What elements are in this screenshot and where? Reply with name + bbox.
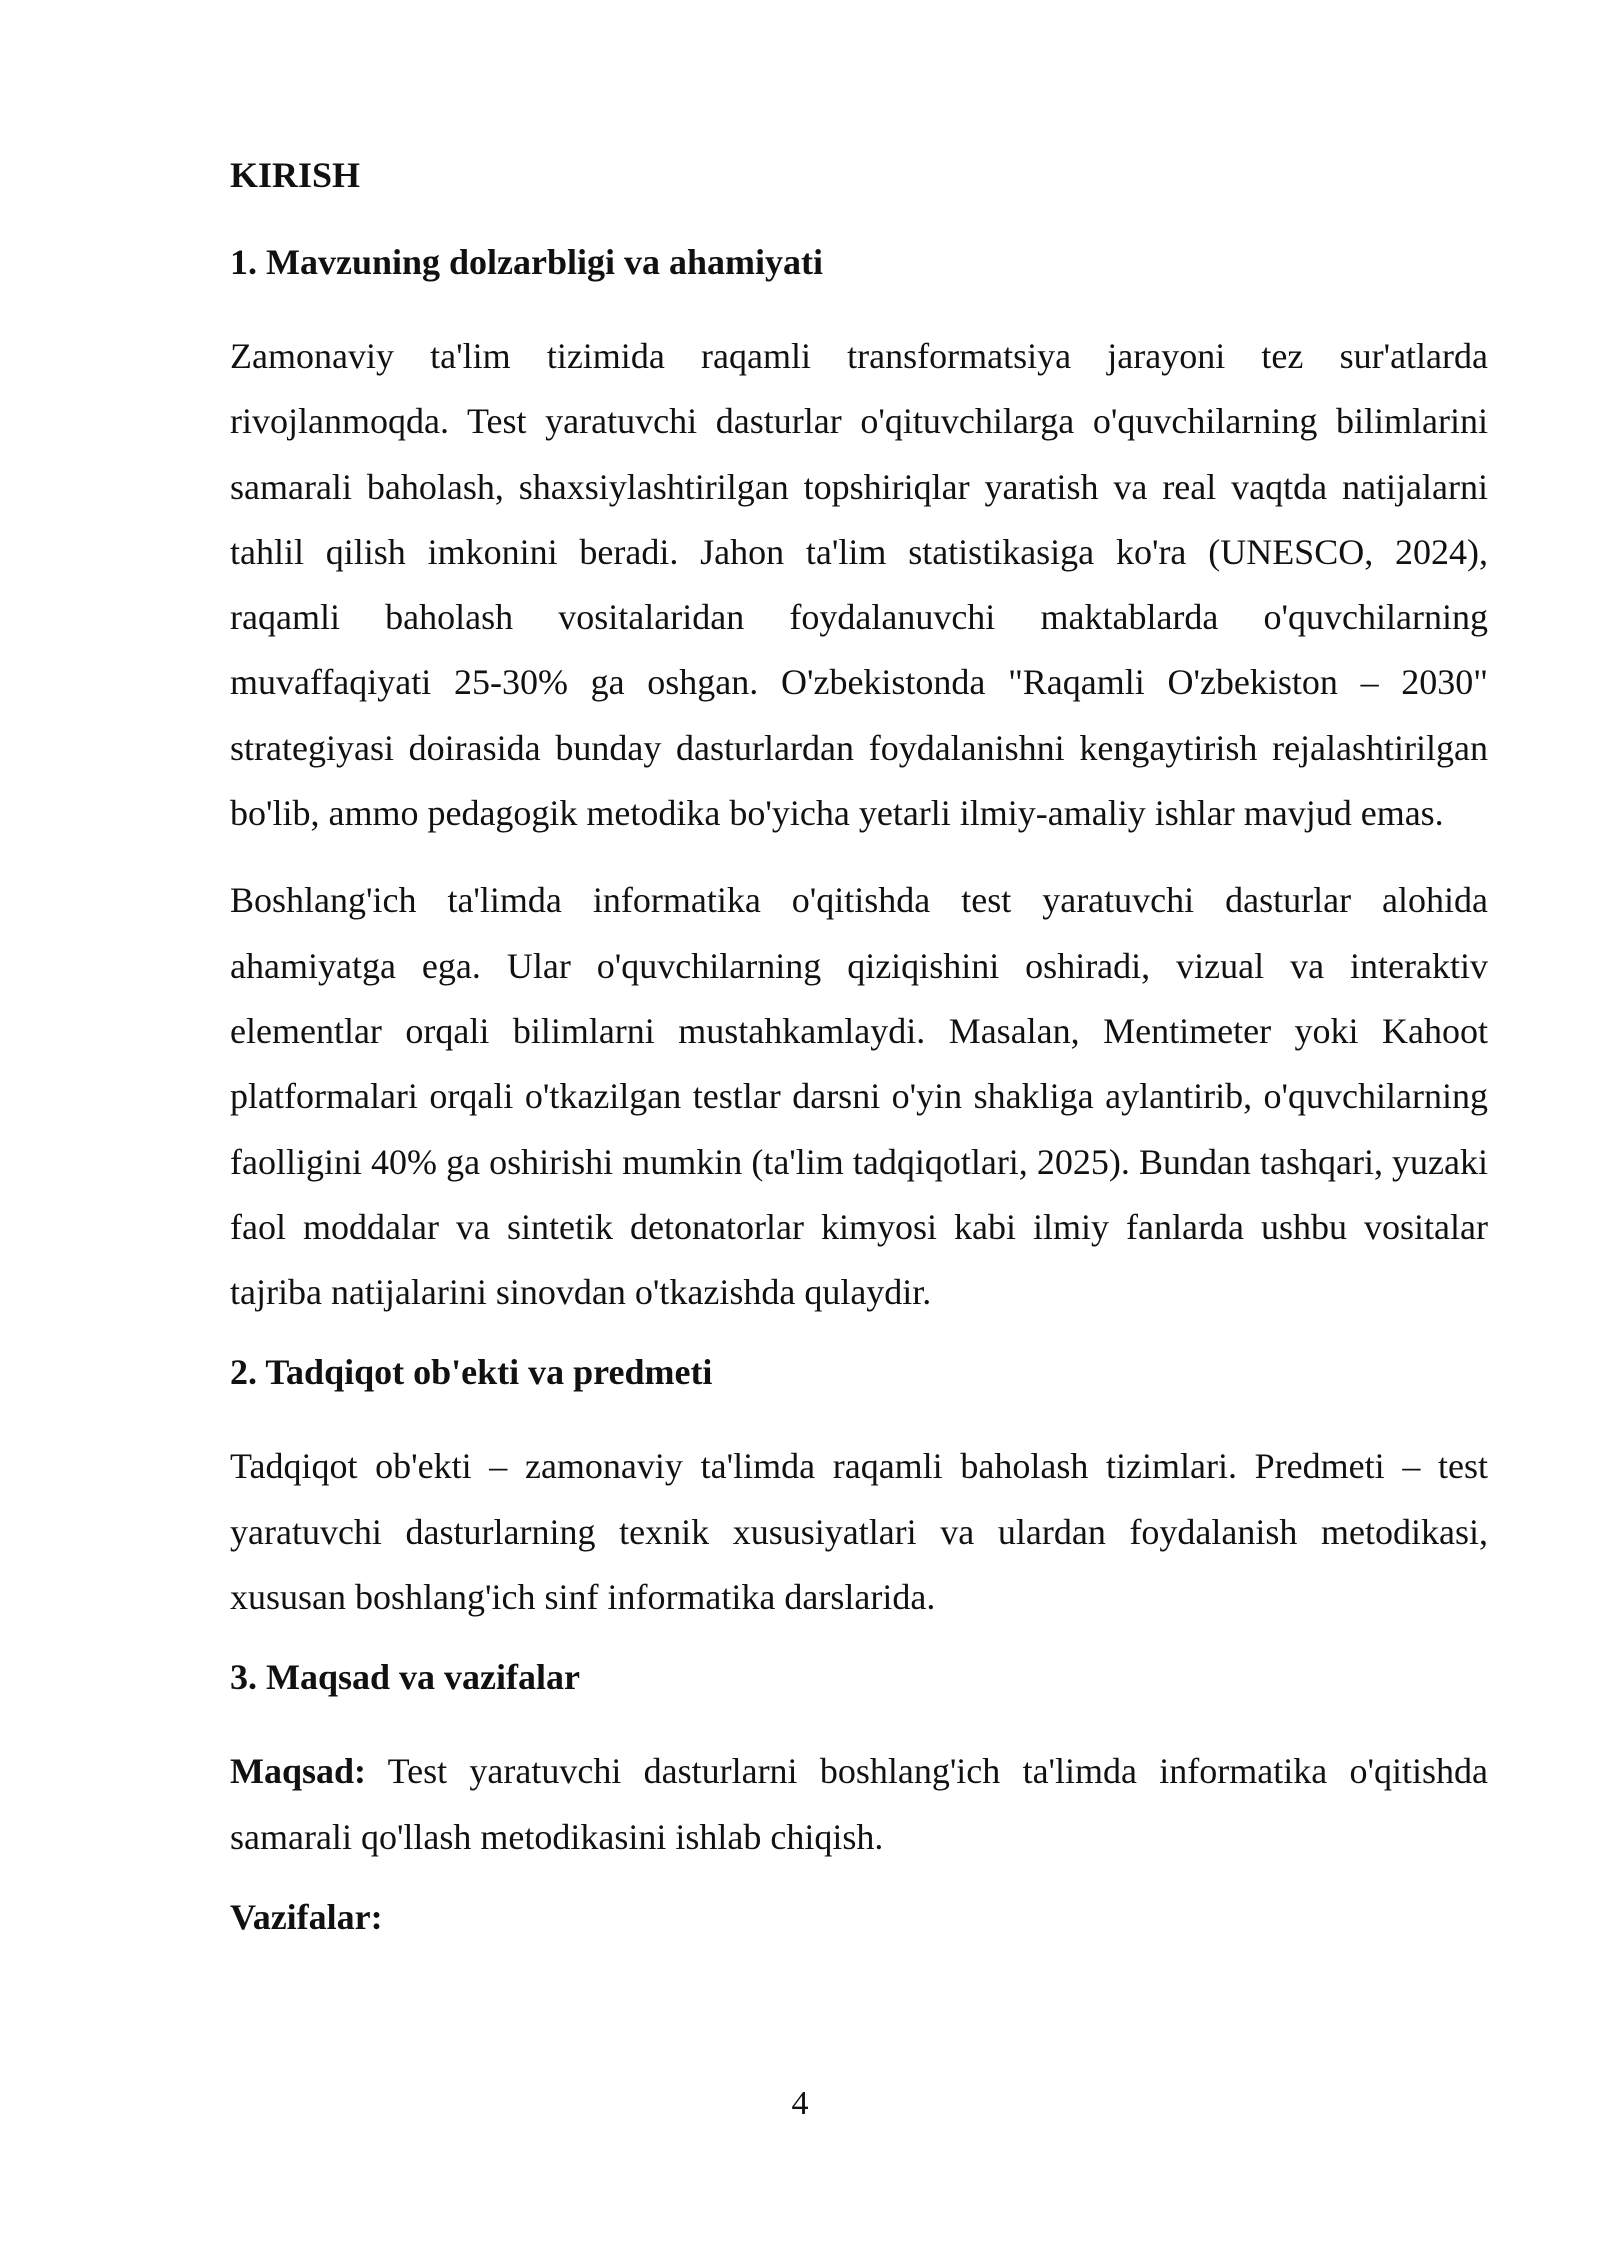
goal-paragraph (230, 1739, 1488, 1870)
section-3-heading: 3. Maqsad va vazifalar (230, 1657, 580, 1698)
document-page (230, 150, 1488, 1979)
document-title: KIRISH (230, 155, 361, 195)
page-number: 4 (791, 2085, 809, 2122)
section-1-heading: 1. Mavzuning dolzarbligi va ahamiyati (230, 242, 824, 282)
section-2-paragraph-1: Tadqiqot ob'ekti – zamonaviy ta'limda raqamli baholash tizimlari. Predmeti – test yaratuvchi dasturlarning texnik xususiyatlari va ulardan foydalanish metodikasi, xususan boshlang'ich sinf informatika darslarida. (230, 1446, 1488, 1618)
section-2-heading: 2. Tadqiqot ob'ekti va predmeti (230, 1352, 713, 1393)
goal-label: Maqsad: (230, 1751, 367, 1792)
goal-text: Test yaratuvchi dasturlarni boshlang'ich ta'limda informatika o'qitishda samarali qo'llash metodikasini ishlab chiqish. (230, 1751, 1488, 1857)
section-1-paragraph-1: Zamonaviy ta'lim tizimida raqamli transformatsiya jarayoni tez sur'atlarda rivojlanmoqda. Test yaratuvchi dasturlar o'qituvchilarga o'quvchilarning bilimlarini samarali baholash, shaxsiylashtirilgan topshiriqlar yaratish va real vaqtda natijalarni tahlil qilish imkonini beradi. Jahon ta'lim statistikasiga ko'ra (UNESCO, 2024), raqamli baholash vositalaridan foydalanuvchi maktablarda o'quvchilarning muvaffaqiyati 25-30% ga oshgan. O'zbekistonda "Raqamli O'zbekiston – 2030" strategiyasi doirasida bunday dasturlardan foydalanishni kengaytirish rejalashtirilgan bo'lib, ammo pedagogik metodika bo'yicha yetarli ilmiy-amaliy ishlar mavjud emas. (230, 336, 1488, 834)
tasks-label: Vazifalar: (230, 1896, 383, 1937)
section-1-paragraph-2: Boshlang'ich ta'limda informatika o'qitishda test yaratuvchi dasturlar alohida ahamiyatga ega. Ular o'quvchilarning qiziqishini oshiradi, vizual va interaktiv elementlar orqali bilimlarni mustahkamlaydi. Masalan, Mentimeter yoki Kahoot platformalari orqali o'tkazilgan testlar darsni o'yin shakliga aylantirib, o'quvchilarning faolligini 40% ga oshirishi mumkin (ta'lim tadqiqotlari, 2025). Bundan tashqari, yuzaki faol moddalar va sintetik detonatorlar kimyosi kabi ilmiy fanlarda ushbu vositalar tajriba natijalarini sinovdan o'tkazishda qulaydir. (230, 880, 1488, 1313)
